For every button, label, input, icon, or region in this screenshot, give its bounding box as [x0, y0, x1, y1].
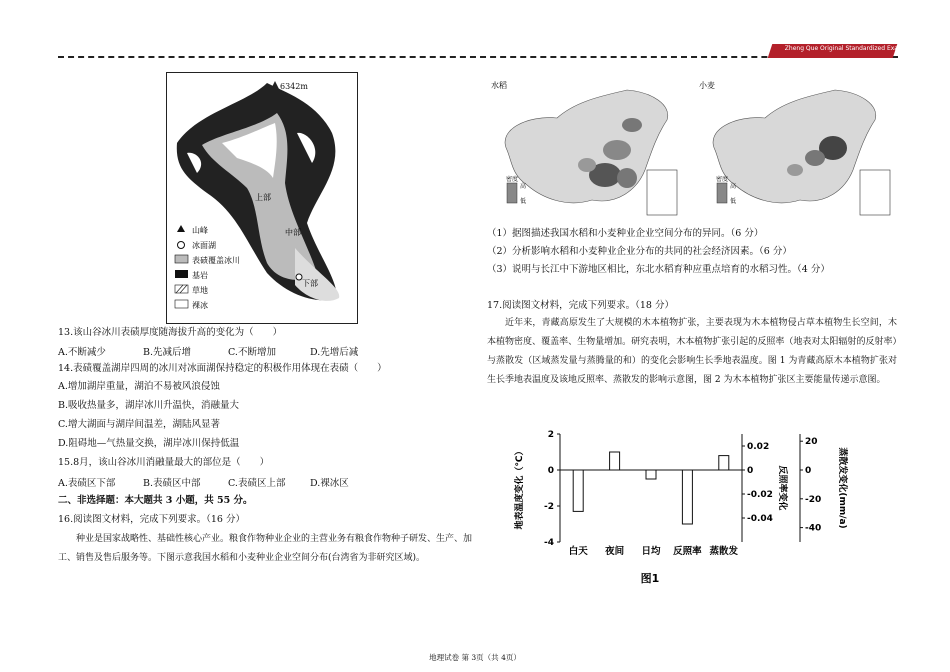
q15-option-c[interactable]: C.表碛区上部 — [228, 478, 286, 489]
q14-option-b[interactable]: B.吸收热量多，湖岸冰川升温快，消融量大 — [58, 400, 240, 411]
bar-3 — [682, 470, 692, 524]
right1-axis-tick-label: 0.02 — [747, 442, 770, 452]
rice-legend-low: 低 — [520, 198, 527, 205]
rice-map-title: 水稻 — [491, 81, 507, 90]
lake-legend-icon — [178, 242, 185, 249]
q15-option-b[interactable]: B.表碛区中部 — [143, 478, 201, 489]
left-axis-tick-label: -4 — [544, 538, 554, 548]
rice-map — [487, 80, 683, 220]
q16-stem: 16.阅读图文材料，完成下列要求。（16 分） — [58, 514, 245, 525]
q16-sub-3: （3）说明与长江中下游地区相比，东北水稻育种应重点培育的水稻习性。（4 分） — [487, 264, 830, 275]
page-footer: 地理试卷 第 3页（共 4页） — [429, 653, 521, 662]
q16-sub-1: （1）据图描述我国水稻和小麦种业企业空间分布的异同。（6 分） — [487, 228, 764, 239]
category-label: 白天 — [568, 546, 588, 557]
glacier-map — [166, 72, 358, 324]
q14-stem: 14.表碛覆盖湖岸四周的冰川对冰面湖保持稳定的积极作用体现在表碛（ ） — [58, 363, 387, 374]
q15-option-a[interactable]: A.表碛区下部 — [58, 478, 116, 489]
right1-axis-label: 反照率变化 — [777, 465, 787, 511]
legend-debris: 表碛覆盖冰川 — [192, 256, 240, 265]
q13-option-d[interactable]: D.先增后减 — [310, 347, 359, 358]
right2-axis-tick-label: 20 — [805, 437, 818, 448]
chart-title: 图1 — [640, 572, 660, 585]
bar-2 — [646, 470, 656, 479]
right2-axis-tick-label: 0 — [805, 466, 812, 476]
wheat-legend-high: 高 — [730, 183, 737, 190]
right1-axis-tick-label: -0.02 — [747, 490, 773, 500]
right2-axis-tick-label: -40 — [805, 523, 822, 534]
category-label: 蒸散发 — [709, 546, 739, 557]
header-brand-banner — [768, 44, 923, 58]
figure-1-chart — [510, 420, 870, 600]
right2-axis-tick-label: -20 — [805, 494, 822, 505]
q17-stem: 17.阅读图文材料，完成下列要求。（18 分） — [487, 300, 674, 311]
bar-1 — [610, 452, 620, 470]
q15-stem: 15.8月，该山谷冰川消融量最大的部位是（ ） — [58, 457, 270, 468]
q17-material: 近年来，青藏高原发生了大规模的木本植物扩张，主要表现为木本植物侵占草本植物生长空间，木本植物密度、覆盖率、生物量增加。研究表明，木本植物扩张引起的反照率（地表对太阳辐射的反射率）与蒸散发（区域蒸发量与蒸腾量的和）的变化会影响生长季地表温度。图 1 为青藏高原木本植物扩张对生长季地表温度及该地反照率、蒸散发的影响示意图，图 2 为木本植物扩张区主要能量传递示意图。 — [487, 318, 897, 385]
category-label: 日均 — [641, 546, 661, 557]
left-axis-tick-label: 0 — [547, 466, 554, 476]
zone-label-upper: 上部 — [255, 193, 271, 202]
brand-line: Zheng Que Original Standardized Exam Paper — [784, 45, 923, 52]
right1-axis-tick-label: 0 — [747, 466, 754, 476]
q13-option-c[interactable]: C.不断增加 — [228, 347, 276, 358]
left-axis-label: 地表温度变化（℃） — [515, 446, 525, 530]
category-label: 夜间 — [605, 546, 625, 557]
zone-label-lower: 下部 — [302, 279, 318, 288]
left-axis-tick-label: 2 — [547, 430, 554, 440]
q14-option-c[interactable]: C.增大湖面与湖岸间温差，湖陆风显著 — [58, 419, 220, 430]
q16-material: 种业是国家战略性、基础性核心产业。粮食作物种业企业的主营业务有粮食作物种子研发、生产、加工、销售及售后服务等。下图示意我国水稻和小麦种业企业空间分布(台湾省为非研究区域)。 — [58, 534, 473, 563]
q14-option-a[interactable]: A.增加湖岸重量，湖泊不易被风浪侵蚀 — [58, 381, 220, 392]
right2-axis-label: 蒸散发变化(mm/a) — [837, 447, 847, 529]
legend-peak: 山峰 — [192, 226, 208, 235]
wheat-legend-density: 密度 — [716, 176, 729, 183]
rice-legend-density: 密度 — [506, 176, 519, 183]
legend-ice: 裸冰 — [192, 301, 208, 310]
zone-label-middle: 中部 — [285, 228, 301, 237]
wheat-map — [695, 80, 895, 220]
wheat-legend-low: 低 — [730, 198, 737, 205]
section-2-heading: 二、非选择题：本大题共 3 小题，共 55 分。 — [58, 495, 253, 506]
bar-4 — [719, 456, 729, 470]
right1-axis-tick-label: -0.04 — [747, 514, 773, 524]
glacier-map-drawing — [167, 73, 357, 323]
category-label: 反照率 — [673, 546, 702, 557]
bar-0 — [573, 470, 583, 511]
rice-legend-high: 高 — [520, 183, 527, 190]
legend-grass: 草地 — [192, 286, 208, 295]
peak-label: 6342m — [280, 82, 308, 91]
legend-lake: 冰面湖 — [192, 241, 216, 250]
peak-legend-icon — [177, 225, 185, 232]
q13-option-a[interactable]: A.不断减少 — [58, 347, 106, 358]
left-axis-tick-label: -2 — [544, 502, 554, 512]
q14-option-d[interactable]: D.阻碍地—气热量交换，湖岸冰川保持低温 — [58, 438, 240, 449]
q15-option-d[interactable]: D.裸冰区 — [310, 478, 349, 489]
wheat-map-title: 小麦 — [699, 81, 715, 90]
q16-sub-2: （2）分析影响水稻和小麦种业企业分布的共同的社会经济因素。（6 分） — [487, 246, 792, 257]
legend-bedrock: 基岩 — [192, 271, 208, 280]
q13-stem: 13.该山谷冰川表碛厚度随海拔升高的变化为（ ） — [58, 327, 283, 338]
q13-option-b[interactable]: B.先减后增 — [143, 347, 192, 358]
